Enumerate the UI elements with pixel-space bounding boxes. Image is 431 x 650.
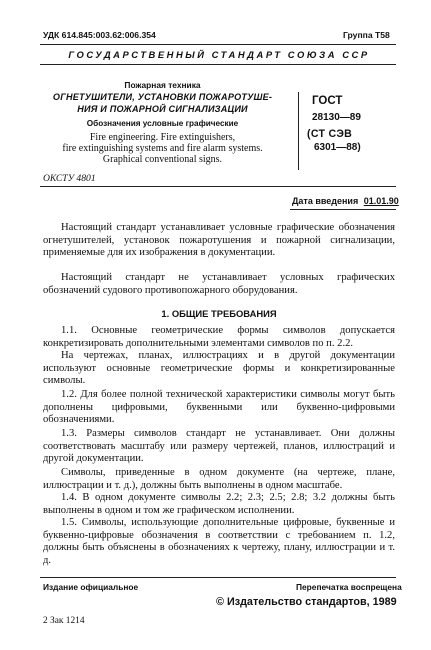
standard-banner: ГОСУДАРСТВЕННЫЙ СТАНДАРТ СОЮЗА ССР <box>68 49 370 60</box>
english-title-line-2: fire extinguishing systems and fire alarm systems. <box>62 143 263 154</box>
intro-date-value: 01.01.90 <box>363 196 399 206</box>
footer-rule <box>40 577 396 578</box>
official-edition: Издание официальное <box>43 582 139 592</box>
udk-code: УДК 614.845:003.62:006.354 <box>43 30 156 40</box>
intro-date-label: Дата введения <box>292 196 359 206</box>
date-rule <box>290 209 396 210</box>
st-sev-line-1: (СТ СЭВ <box>307 128 353 140</box>
group-code: Группа Т58 <box>343 30 390 40</box>
st-sev-line-2: 6301—88) <box>314 142 361 153</box>
paragraph-1-2: 1.2. Для более полной технической характеристики символы могут быть дополнены цифровыми, буквенными или буквенно-цифровыми обозначениями. <box>43 389 395 426</box>
category-label: Пожарная техника <box>124 80 201 90</box>
gost-label: ГОСТ <box>312 95 343 107</box>
paragraph-1-5: 1.5. Символы, использующие дополнительные цифровые, буквенные и буквенно-цифровые обозначения в соответствии с требованием п. 1.2, должны быть объяснены в обозначениях к чертежу, плану, иллюстрации и т. д. <box>43 517 395 566</box>
paragraph-1-4: 1.4. В одном документе символы 2.2; 2.3; 2.5; 2.8; 3.2 должны быть выполнены в одном и том же графическом исполнении. <box>43 492 395 516</box>
english-title-line-3: Graphical conventional signs. <box>102 154 223 165</box>
paragraph-1-1b: На чертежах, планах, иллюстрациях и в другой документации используют основные геометрические формы и конкретизированные символы. <box>43 350 395 387</box>
reprint-notice: Перепечатка воспрещена <box>296 582 402 592</box>
gost-number: 28130—89 <box>312 112 361 123</box>
title-bottom-rule <box>40 186 396 187</box>
paragraph-1-3b: Символы, приведенные в одном документе (на чертеже, плане, иллюстрации и т. д.), должны быть выполнены в одном масштабе. <box>43 467 395 491</box>
intro-date <box>292 196 399 206</box>
copyright-notice: © Издательство стандартов, 1989 <box>216 596 397 608</box>
gost-divider <box>298 92 299 170</box>
paragraph-intro-1: Настоящий стандарт устанавливает условные графические обозначения огнетушителей, установок пожаротушения и пожарной сигнализации, применяемые для их изображения в документации. <box>43 222 395 259</box>
english-title-line-1: Fire engineering. Fire extinguishers, <box>89 132 236 143</box>
subtitle: Обозначения условные графические <box>86 119 239 128</box>
title-line-2: НИЯ И ПОЖАРНОЙ СИГНАЛИЗАЦИИ <box>77 104 248 114</box>
okstu-code: ОКСТУ 4801 <box>43 173 96 184</box>
section-heading-general: 1. ОБЩИЕ ТРЕБОВАНИЯ <box>161 308 277 319</box>
paragraph-1-3: 1.3. Размеры символов стандарт не устанавливает. Они должны соответствовать масштабу или размеру чертежей, планов, иллюстраций и другой документации. <box>43 428 395 465</box>
paragraph-intro-2: Настоящий стандарт не устанавливает условных графических обозначений судового противопожарного оборудования. <box>43 272 395 296</box>
top-rule-2 <box>40 64 396 65</box>
paragraph-1-1: 1.1. Основные геометрические формы символов допускается конкретизировать дополнительными элементами символов по п. 2.2. <box>43 325 395 349</box>
print-info: 2 Зак 1214 <box>43 616 85 626</box>
top-rule-1 <box>40 44 396 45</box>
title-line-1: ОГНЕТУШИТЕЛИ, УСТАНОВКИ ПОЖАРОТУШЕ- <box>52 92 273 102</box>
